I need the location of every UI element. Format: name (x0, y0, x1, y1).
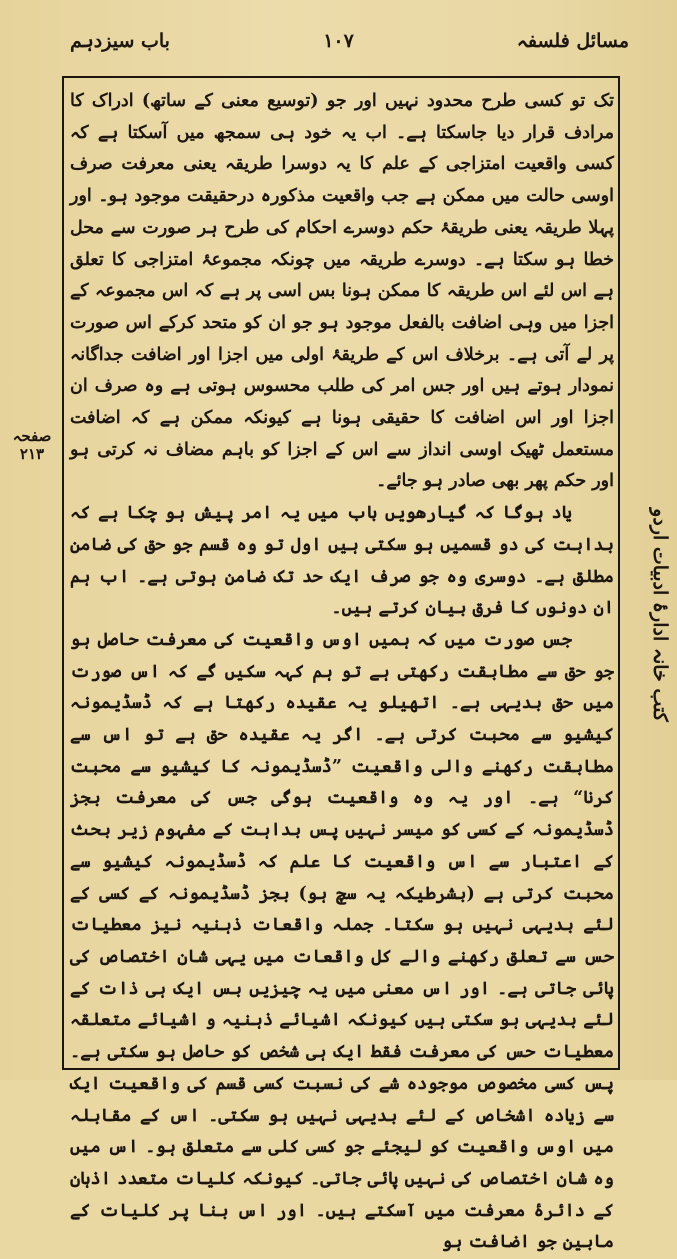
paragraph: تک تو کسی طرح محدود نہیں اور جو (توسیع معنی کے ساتھ) ادراک کا مرادف قرار دیا جاسکتا ہے۔ اب یہ خود ہی سمجھ میں آسکتا ہے کہ کسی واقعیت امتزاجی کے علم کا یہ دوسرا طریقہ یعنی معرفت صرف اوسی حالت میں ممکن ہے جب واقعیت مذکورہ درحقیقت موجود ہو۔ اور پہلا طریقہ یعنی طریقۂ حکم دوسرے احکام کی طرح ہر صورت سے محل خطا ہو سکتا ہے۔ دوسرے طریقہ میں چونکہ مجموعۂ امتزاجی کا تعلق ہے اس لئے اس طریقہ کا ممکن ہونا بس اسی پر ہے کہ اس مجموعہ کے اجزا میں وہی اضافت بالفعل موجود ہو جو ان کو متحد کرکے اس صورت پر لے آتی ہے۔ برخلاف اس کے طریقۂ اولی میں اجزا اور اضافت جداگانہ نمودار ہوتے ہیں اور جس امر کی طلب محسوس ہوتی ہے وہ صرف ان اجزا اور اس اضافت کا حقیقی ہونا ہے کیونکہ ممکن ہے کہ اضافت مستعمل ٹھیک اوسی انداز سے اس کے اجزا کو باہم مضاف نہ کرتی ہو اور حکم پھر بھی صادر ہو جائے۔ (70, 91, 614, 492)
margin-page-reference: صفحہ ٢١٣ (12, 427, 52, 463)
chapter-heading: باب سیزدہم (70, 30, 170, 52)
paragraph: جس صورت میں کہ ہمیں اوس واقعیت کی معرفت حاصل ہو جو حق سے مطابقت رکھتی ہے تو ہم کہہ سکیں گے کہ اس صورت میں حق بدیہی ہے۔ اتھیلو یہ عقیدہ رکھتا ہے کہ ڈسڈیمونہ کیشیو سے محبت کرتی ہے۔ اگر یہ عقیدہ حق ہے تو اس سے مطابقت رکھنے والی واقعیت ”ڈسڈیمونہ کا کیشیو سے محبت کرنا“ ہے۔ اور یہ وہ واقعیت ہوگی جس کی معرفت بجز ڈسڈیمونہ کے کسی کو میسر نہیں پس بداہت کے مفہوم زیر بحث کے اعتبار سے اس واقعیت کا علم کہ ڈسڈیمونہ کیشیو سے محبت کرتی ہے (بشرطیکہ یہ سچ ہو) بجز ڈسڈیمونہ کے کسی کے لئے بدیہی نہیں ہو سکتا۔ جملہ واقعات ذہنیہ نیز معطیات حس سے تعلق رکھنے والے کل واقعات میں یہی شان اختصاص کی پائی جاتی ہے۔ اور اس معنی میں یہ چیزیں بس ایک ہی ذات کے لئے بدیہی ہو سکتی ہیں کیونکہ اشیائے ذہنیہ و اشیائے متعلقہ معطیات حس کی معرفت فقط ایک ہی شخص کو حاصل ہو سکتی ہے۔ پس کسی مخصوص موجودہ شے کی نسبت کسی قسم کی واقعیت ایک سے زیادہ اشخاص کے لئے بدیہی نہیں ہو سکتی۔ اس کے مقابلہ میں اوس واقعیت کو لیجئے جو کسی کلی سے متعلق ہو۔ اس میں وہ شان اختصاص کی نہیں پائی جاتی۔ کیونکہ کلیات متعدد اذہان کے دائرۂ معرفت میں آسکتے ہیں۔ اور اس بنا پر کلیات کے مابین جو اضافت ہو (70, 629, 614, 1253)
page-header (40, 30, 637, 60)
body-text (70, 86, 614, 1259)
paragraph: یاد ہوگا کہ گیارھویں باب میں یہ امر پیش ہو چکا ہے کہ بداہت کی دو قسمیں ہو سکتی ہیں اول تو وہ قسم جو حق کی ضامن مطلق ہے۔ دوسری وہ جو صرف ایک حد تک ضامن ہوتی ہے۔ اب ہم ان دونوں کا فرق بیان کرتے ہیں۔ (70, 503, 614, 619)
page-number: ١٠٧ (323, 30, 354, 52)
library-stamp-text: کتب خانہ ادارۂ ادبیات اردو (649, 508, 671, 722)
library-stamp-spine (643, 380, 677, 850)
running-title: مسائل فلسفہ (516, 30, 629, 52)
